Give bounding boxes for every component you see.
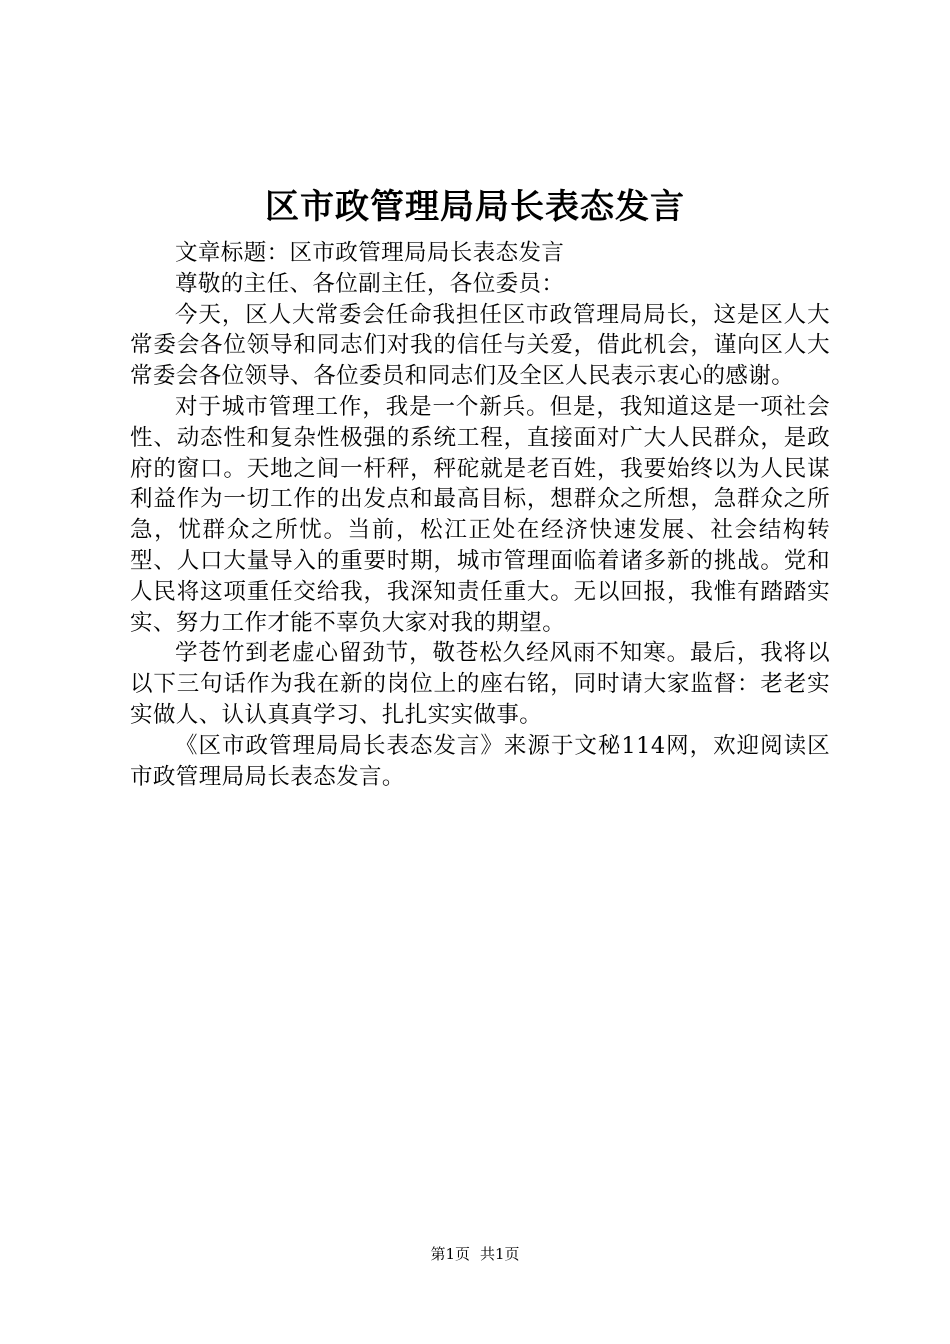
document-title: 区市政管理局局长表态发言 (265, 187, 685, 227)
page-footer (0, 1243, 950, 1265)
paragraph: 今天，区人大常委会任命我担任区市政管理局局长，这是区人大常委会各位领导和同志们对我的信任与关爱，借此机会，谨向区人大常委会各位领导、各位委员和同志们及全区人民表示衷心的感谢。 (130, 301, 830, 390)
document-body (130, 238, 830, 792)
paragraph: 学苍竹到老虚心留劲节，敬苍松久经风雨不知寒。最后，我将以以下三句话作为我在新的岗位上的座右铭，同时请大家监督：老老实实做人、认认真真学习、扎扎实实做事。 (130, 640, 830, 728)
page-total: 共1页 (480, 1245, 520, 1263)
paragraph: 对于城市管理工作，我是一个新兵。但是，我知道这是一项社会性、动态性和复杂性极强的系统工程，直接面对广大人民群众，是政府的窗口。天地之间一杆秤，秤砣就是老百姓，我要始终以为人民谋利益作为一切工作的出发点和最高目标，想群众之所想，急群众之所急，忧群众之所忧。当前，松江正处在经济快速发展、社会结构转型、人口大量导入的重要时期，城市管理面临着诸多新的挑战。党和人民将这项重任交给我，我深知责任重大。无以回报，我惟有踏踏实实、努力工作才能不辜负大家对我的期望。 (130, 393, 830, 636)
paragraph-source-note: 《区市政管理局局长表态发言》来源于文秘114网，欢迎阅读区市政管理局局长表态发言。 (130, 732, 830, 790)
page-number: 第1页 (430, 1245, 470, 1263)
paragraph-salutation: 尊敬的主任、各位副主任，各位委员： (175, 270, 565, 297)
paragraph-article-title: 文章标题：区市政管理局局长表态发言 (175, 240, 565, 266)
